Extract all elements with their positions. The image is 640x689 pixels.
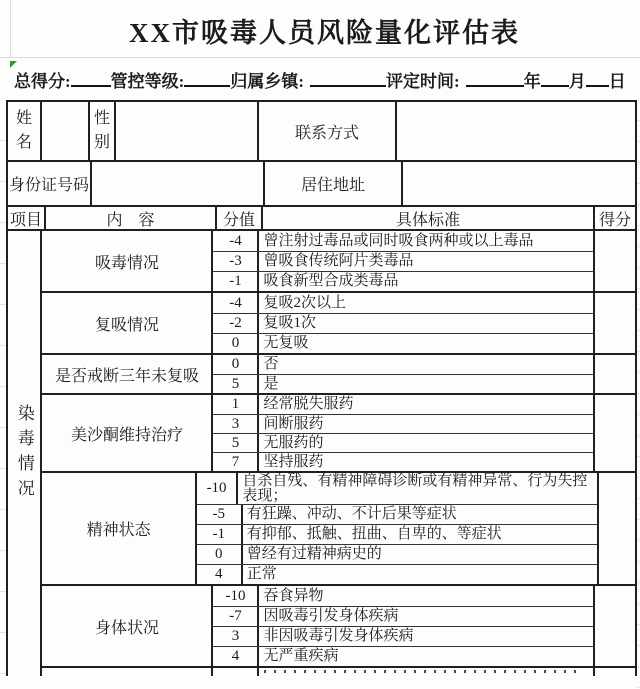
score-cell: -3	[213, 252, 259, 271]
criteria-row	[213, 646, 593, 666]
total-score-label: 总得分:	[14, 71, 71, 91]
points-cell[interactable]	[593, 293, 635, 353]
standard-cell: 无服药的	[263, 434, 324, 451]
table-body-groups	[40, 231, 635, 676]
person-info-row-2	[8, 160, 635, 205]
name-value-cell[interactable]	[40, 102, 88, 160]
clipped-points-cell	[593, 668, 635, 676]
criteria-group	[42, 393, 635, 471]
standard-cell: 经常脱失服药	[263, 396, 354, 412]
score-cell: 7	[213, 453, 259, 471]
standard-cell: 间断服药	[263, 415, 324, 432]
group-rows	[213, 355, 593, 393]
standard-cell: 是	[263, 375, 279, 392]
criteria-row	[213, 606, 593, 626]
score-cell: -4	[213, 231, 259, 251]
criteria-row	[197, 504, 597, 524]
standard-cell: 吞食异物	[263, 587, 324, 604]
standard-cell: 吸食新型合成类毒品	[263, 273, 399, 289]
name-label: 姓名	[15, 110, 32, 151]
control-level-label: 管控等级:	[110, 71, 185, 91]
standard-cell: 无严重疾病	[263, 648, 339, 664]
header-content: 内 容	[44, 207, 215, 229]
clipped-standard-cell	[259, 668, 593, 676]
points-cell[interactable]	[593, 395, 635, 471]
gridline-vertical	[10, 0, 11, 57]
table-header-row	[8, 205, 635, 229]
id-number-value-cell[interactable]	[90, 162, 263, 205]
score-cell: 1	[213, 395, 259, 414]
score-cell: -5	[197, 505, 243, 524]
id-number-label: 身份证号码	[8, 177, 89, 194]
clipped-partial-row	[42, 666, 635, 676]
standard-cell: 有抑郁、抵触、扭曲、自卑的、等症状	[246, 526, 502, 542]
score-cell: -7	[213, 607, 259, 626]
criteria-row	[213, 414, 593, 433]
month-field[interactable]	[541, 71, 569, 87]
month-label: 月	[568, 71, 586, 91]
header-score: 分值	[215, 207, 261, 229]
address-value-cell[interactable]	[401, 162, 635, 205]
criteria-row	[213, 374, 593, 393]
address-label: 居住地址	[263, 162, 401, 205]
standard-cell: 无复吸	[263, 335, 309, 351]
contact-value-cell[interactable]	[395, 102, 635, 160]
criteria-row	[197, 544, 597, 564]
standard-cell: 曾注射过毒品或同时吸食两种或以上毒品	[263, 232, 534, 249]
score-cell: -2	[213, 314, 259, 333]
criteria-group	[42, 291, 635, 353]
score-cell: 0	[213, 355, 259, 374]
table-body	[8, 229, 635, 676]
group-content-label: 美沙酮维持治疗	[42, 395, 213, 471]
criteria-row	[197, 524, 597, 544]
score-cell: -10	[197, 473, 239, 504]
standard-cell: 曾吸食传统阿片类毒品	[263, 253, 414, 269]
criteria-row	[213, 586, 593, 606]
criteria-group	[42, 231, 635, 291]
gridline-horizontal	[0, 57, 640, 58]
score-cell: 4	[197, 565, 243, 584]
clipped-score-cell	[213, 668, 259, 676]
score-cell: 0	[197, 545, 243, 564]
gender-value-cell[interactable]	[114, 102, 257, 160]
township-field[interactable]	[310, 71, 386, 87]
criteria-row	[213, 313, 593, 333]
criteria-row	[213, 452, 593, 471]
points-cell[interactable]	[593, 586, 635, 666]
criteria-row	[213, 355, 593, 374]
standard-cell: 非因吸毒引发身体疾病	[263, 628, 414, 644]
control-level-field[interactable]	[184, 71, 230, 87]
group-rows	[213, 395, 593, 471]
criteria-row	[213, 333, 593, 353]
contact-label: 联系方式	[257, 102, 395, 160]
criteria-group	[42, 353, 635, 393]
score-cell: -10	[213, 586, 259, 606]
criteria-group	[42, 471, 635, 584]
group-content-label: 精神状态	[42, 473, 196, 584]
category-cell	[8, 231, 40, 676]
page-title: XX市吸毒人员风险量化评估表	[129, 17, 520, 48]
points-cell[interactable]	[593, 231, 635, 291]
criteria-row	[213, 293, 593, 313]
year-field[interactable]	[466, 71, 524, 87]
day-field[interactable]	[586, 71, 609, 87]
score-cell: 5	[213, 375, 259, 393]
header-points: 得分	[593, 207, 635, 229]
group-content-label: 复吸情况	[42, 293, 213, 353]
header-standard: 具体标准	[261, 207, 593, 229]
standard-cell: 复吸2次以上	[263, 294, 346, 311]
gender-label: 性别	[88, 102, 114, 160]
standard-cell: 正常	[246, 566, 277, 582]
day-label: 日	[608, 71, 626, 91]
township-label: 归属乡镇:	[230, 71, 305, 91]
clipped-label-cell	[42, 668, 213, 676]
score-cell: 0	[213, 334, 259, 353]
group-content-label: 吸毒情况	[42, 231, 213, 291]
standard-cell: 曾经有过精神病史的	[246, 546, 382, 562]
assess-time-label: 评定时间:	[386, 71, 460, 91]
group-rows	[213, 586, 593, 666]
group-content-label: 身体状况	[42, 586, 213, 666]
group-rows	[213, 293, 593, 353]
criteria-row	[213, 251, 593, 271]
header-item: 项目	[9, 211, 42, 229]
standard-cell: 自杀自残、有精神障碍诊断或有精神异常、行为失控表现；	[242, 473, 588, 504]
person-info-row-1	[8, 102, 635, 160]
clipped-text-tops	[264, 670, 583, 673]
score-cell: 3	[213, 415, 259, 433]
standard-cell: 坚持服药	[263, 453, 324, 470]
criteria-group	[42, 584, 635, 666]
score-cell: -1	[197, 525, 243, 544]
standard-cell: 否	[263, 356, 279, 372]
score-cell: 5	[213, 434, 259, 452]
points-cell[interactable]	[593, 355, 635, 393]
score-cell: -4	[213, 293, 259, 313]
summary-line	[14, 60, 638, 98]
standard-cell: 复吸1次	[263, 315, 316, 331]
criteria-row	[197, 473, 597, 504]
points-cell[interactable]	[597, 473, 635, 584]
category-label: 染毒情况	[14, 403, 34, 504]
score-cell: -1	[213, 272, 259, 291]
criteria-row	[213, 231, 593, 251]
standard-cell: 有狂躁、冲动、不计后果等症状	[246, 506, 457, 522]
score-cell: 4	[213, 647, 259, 666]
year-label: 年	[523, 71, 541, 91]
group-rows	[197, 473, 597, 584]
criteria-row	[213, 433, 593, 452]
standard-cell: 因吸毒引发身体疾病	[263, 608, 399, 624]
criteria-row	[213, 271, 593, 291]
criteria-row	[213, 395, 593, 414]
criteria-row	[213, 626, 593, 646]
total-score-field[interactable]	[71, 71, 111, 87]
score-cell: 3	[213, 627, 259, 646]
group-rows	[213, 231, 593, 291]
criteria-row	[197, 564, 597, 584]
group-content-label: 是否戒断三年未复吸	[42, 355, 213, 393]
assessment-table	[6, 100, 637, 676]
